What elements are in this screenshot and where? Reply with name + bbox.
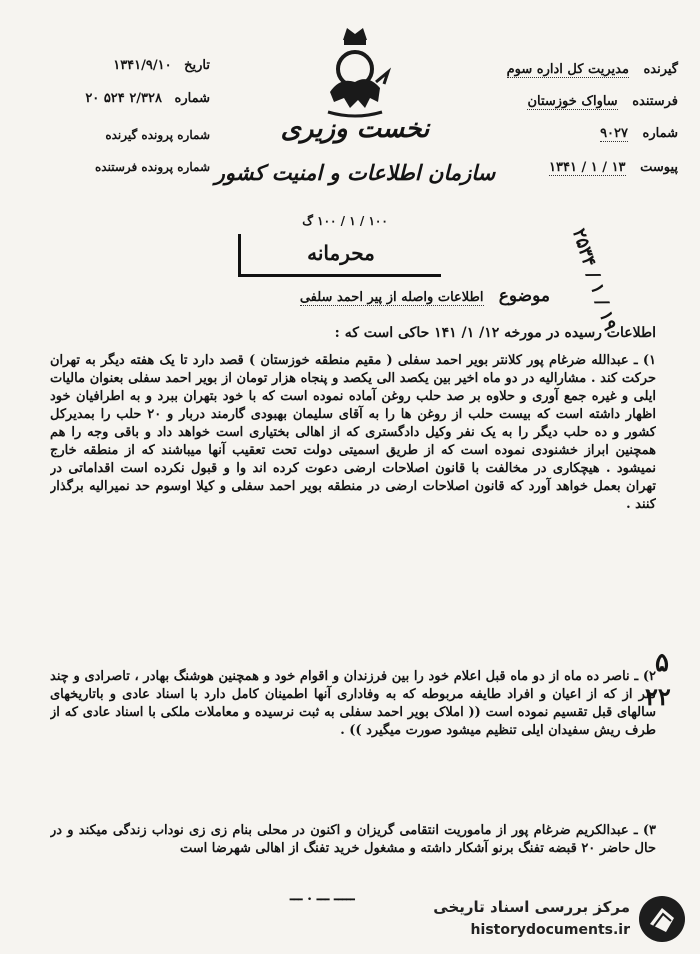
subject-row <box>150 286 550 306</box>
sender-file-row <box>40 160 210 174</box>
sender-row <box>428 94 678 109</box>
recipient-label: گیرنده <box>643 62 678 77</box>
recipient-value: مدیریت کل اداره سوم <box>506 62 629 77</box>
sender-label: فرستنده <box>632 94 678 109</box>
date-value: ۱۳۴۱/۹/۱۰ <box>113 58 172 73</box>
document-code: ۱۰۰ / ۱ / ۱۰۰ گ <box>302 214 388 228</box>
subject-label: موضوع <box>498 286 550 306</box>
number-label-left: شماره <box>174 91 210 106</box>
paragraph-2: ۲) ـ ناصر ده ماه از دو ماه قبل اعلام خود را بین فرزندان و اقوام خود و همچنین هوشنگ بهادر ، تاصرادی و چند نفر از که از اعیان و افراد طایفه مربوطه که به وفاداری آنها اطمینان کامل دارد با اسناد عادی و باتاریخهای سالهای قبل تقسیم نموده است (( املاک بویر احمد سفلی به ثبت نرسیده و معاملات ملکی با اسناد عادی که از طرف ریش سفیدان ایلی تنظیم میشود صورت میگیرد )) . <box>50 669 656 738</box>
handwritten-margin-text: ۲۵۳۴ / ۱ / ۱۹ <box>568 226 621 334</box>
date-row <box>40 58 210 73</box>
sender-file-label: شماره پرونده فرستنده <box>94 160 210 174</box>
organization-title: سازمان اطلاعات و امنیت کشور <box>214 160 496 185</box>
attachment-value: ۱۳ / ۱ / ۱۳۴۱ <box>549 160 626 175</box>
subject-value: اطلاعات واصله از پیر احمد سلفی <box>299 290 484 305</box>
recipient-file-label: شماره پرونده گیرنده <box>105 128 210 142</box>
paragraph-1: ۱) ـ عبدالله ضرغام پور کلانتر بویر احمد سفلی ( مقیم منطقه خوزستان ) قصد دارد تا یک هفته دیگر به تهران حرکت کند . مشارالیه در دو ماه اخیر بین یکصد الی یکصد و پنجاه هزار تومان از بویر احمد سفلی بعنوان مالیات ایلی و غیره جمع آوری و حلاوه بر صد حلب روغن آماده نموده است که با خود بتهران ببرد و به اطرافیان خود اظهار داشته است که بیست حلب از روغن ها را به آقای سلیمان بهبودی گارمند دربار و ۲۰ حلب را بمدیرکل کشور و ده حلب دیگر را به یک نفر وکیل دادگستری که از اهالی بختیاری است خواهد داد و باقی وجه را هم همچنین ابراز خشنودی نموده است که از طریق اسمیتی دولت تحت تعقیب آنها میباشند که از منطقه خارج نمیشود . هیچکاری در مخالفت با قانون اصلاحات ارضی دعوت کرده اند وا و قبول نکرده است اقداماتی در تهران بعمل خواهد آورد که قانون اصلاحات ارضی در منطقه بویر احمد سفلی و کیلا اوسوم حد نمیرالیه برگذار کنند . <box>50 353 656 512</box>
number-label-right: شماره <box>642 126 678 141</box>
sender-value: ساواک خوزستان <box>527 94 618 109</box>
attachment-label: پیوست <box>640 160 678 175</box>
number-row-left <box>40 91 210 106</box>
number-value-left: ۲/۳۲۸ ۵۲۴ ۲۰ <box>85 91 162 106</box>
page-number: ۵ <box>655 648 669 678</box>
recipient-file-row <box>40 128 210 142</box>
paragraph-3: ۳) ـ عبدالکریم ضرغام پور از ماموریت انتقامی گریزان و اکنون در محلی بنام زی زی نوداب زندگی میکند و در حال حاضر ۲۰ قبضه تفنگ برنو آشکار داشته و مشغول خرید تفنگ از اهالی شهرضا است <box>50 823 656 856</box>
watermark-title: مرکز بررسی اسناد تاریخی <box>433 898 630 916</box>
footer-mark: ـــــ ـــ . ـــ <box>290 888 355 904</box>
watermark-url: historydocuments.ir <box>470 922 630 938</box>
attachment-row <box>428 160 678 175</box>
date-label: تاریخ <box>184 58 210 73</box>
number-value-right: ۹۰۲۷ <box>600 126 628 141</box>
office-title: نخست وزیری <box>280 114 430 144</box>
intro-line: اطلاعات رسیده در مورخه ۱۲/ ۱/ ۱۴۱ حاکی است که : <box>334 325 656 341</box>
archive-logo-icon <box>636 894 688 944</box>
recipient-row <box>428 62 678 77</box>
lion-and-sun-emblem-icon <box>310 22 400 118</box>
watermark <box>408 892 688 948</box>
confidential-stamp <box>238 234 441 277</box>
page-number-secondary: ۲۲ <box>645 682 671 711</box>
number-row-right <box>428 126 678 141</box>
confidential-stamp-text: محرمانه <box>307 241 375 265</box>
